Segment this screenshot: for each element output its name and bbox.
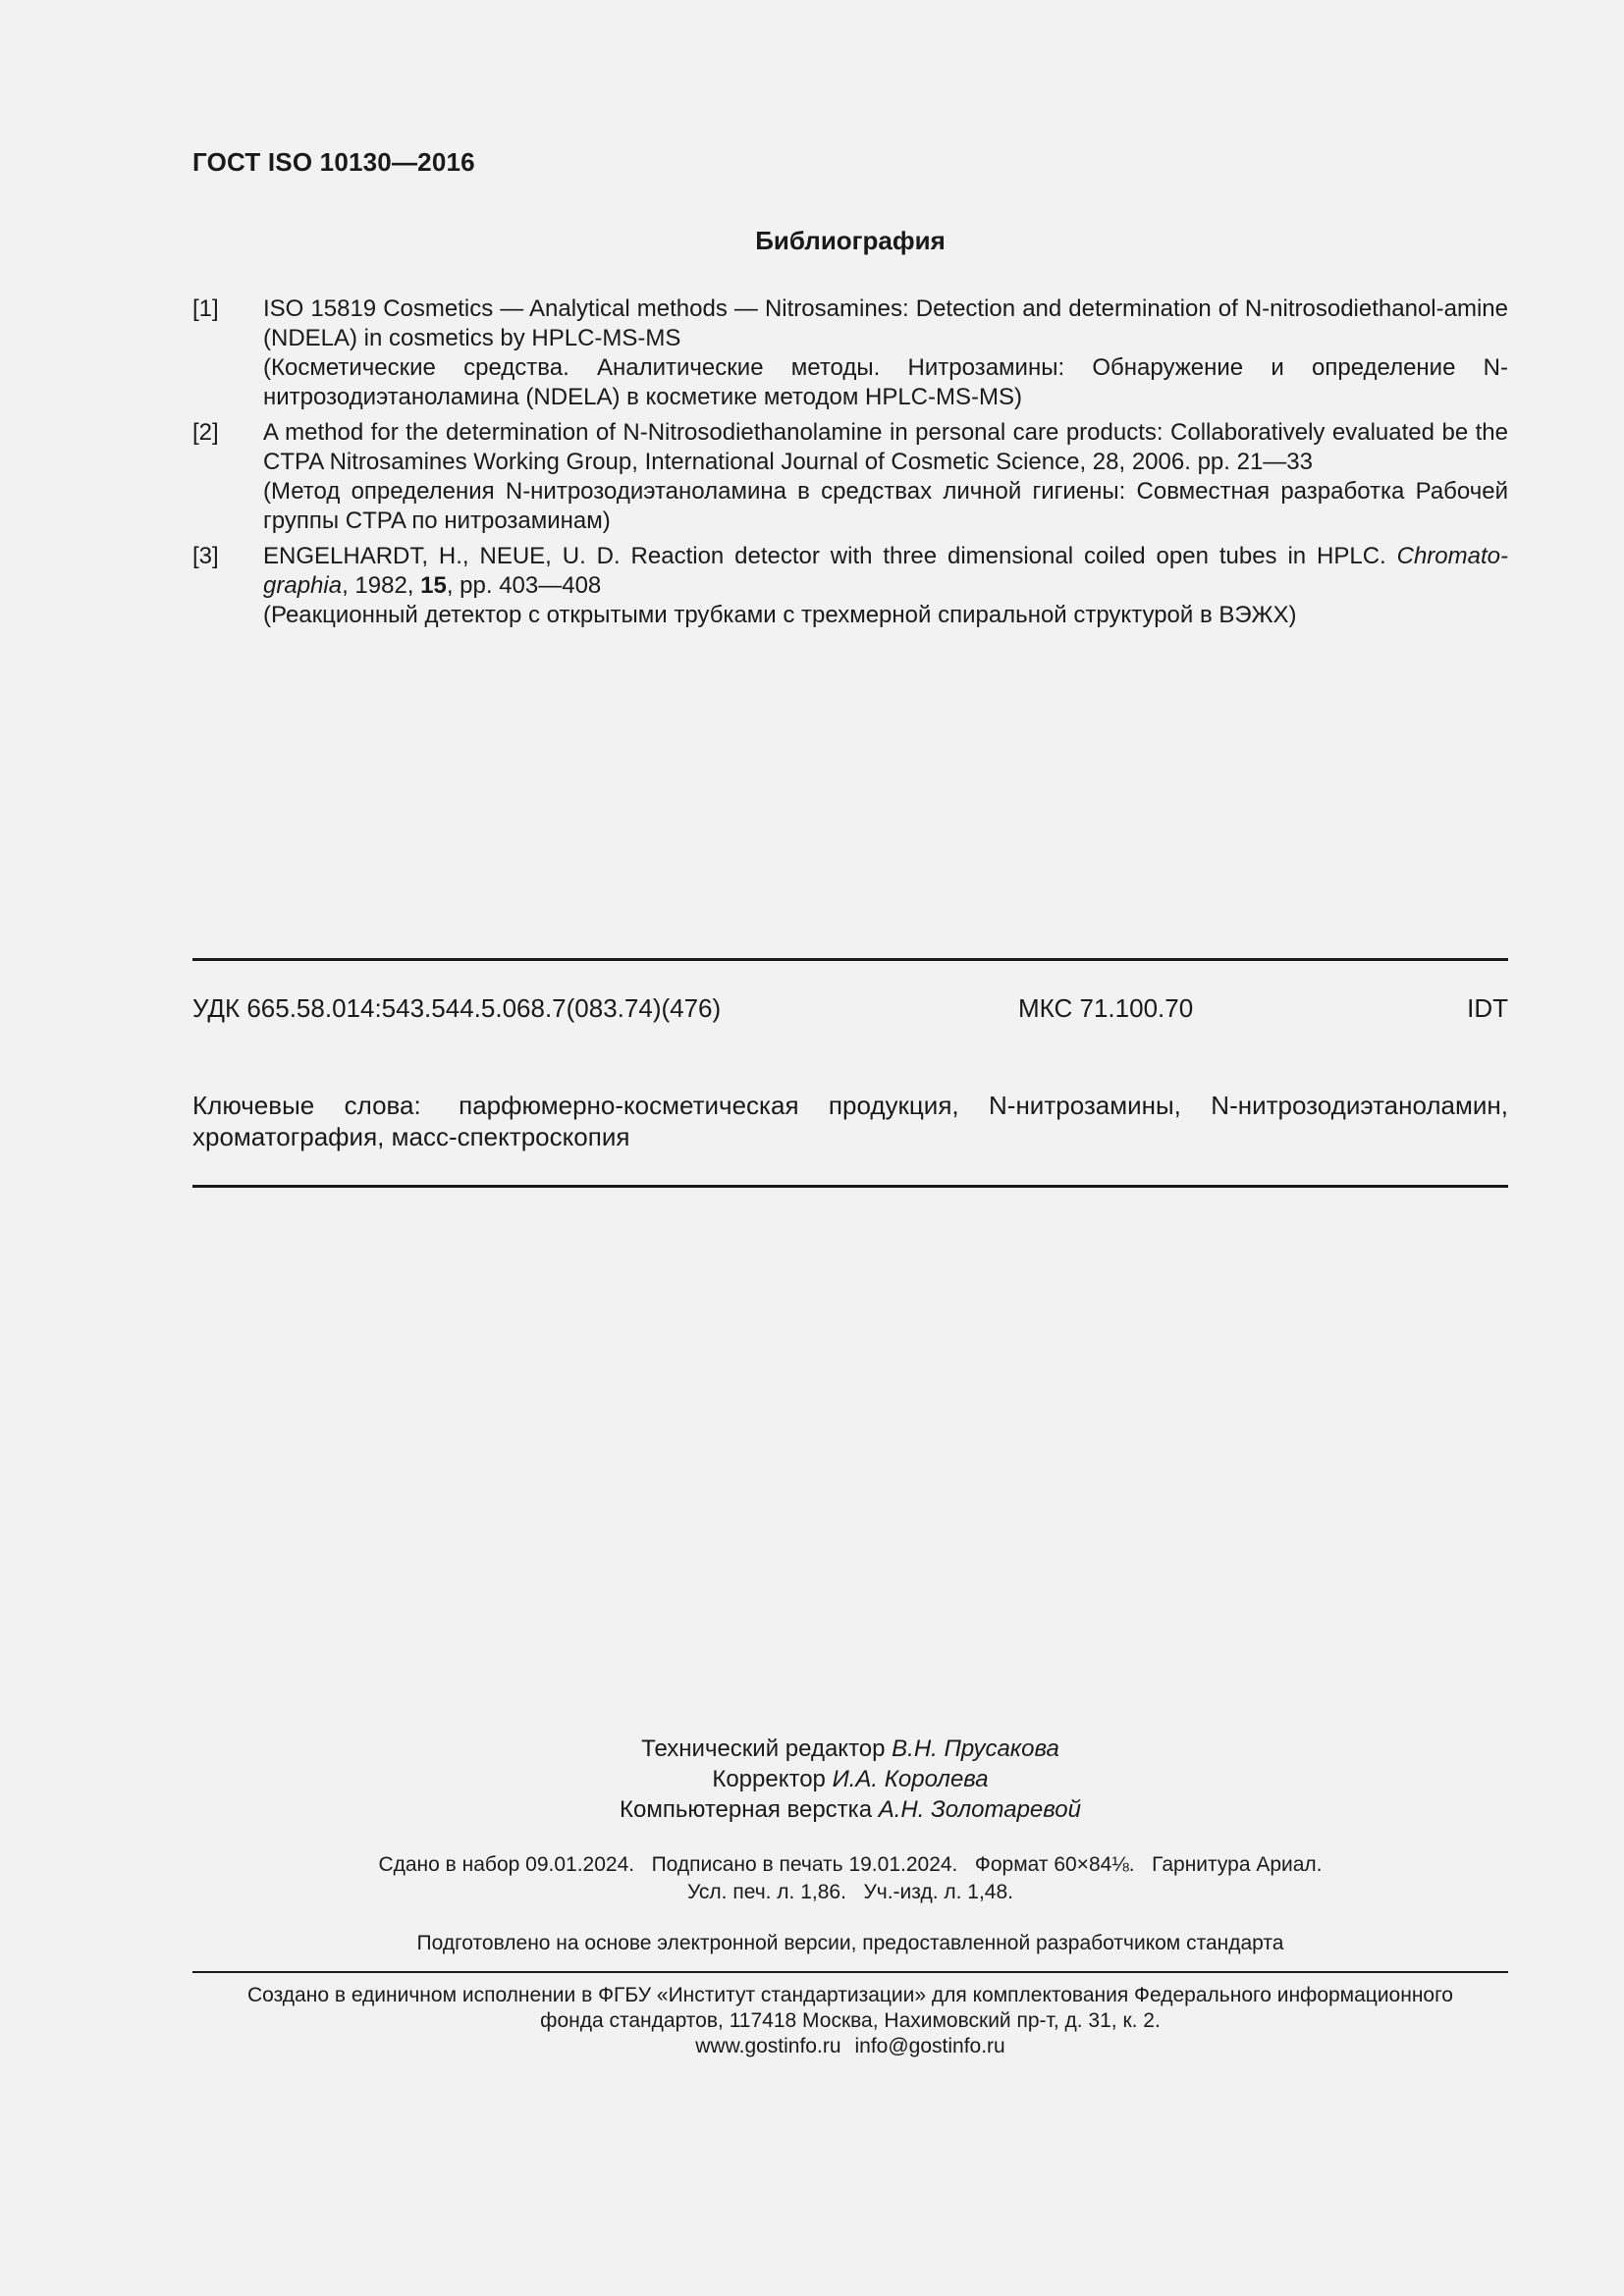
reference-translation: (Метод определения N-нитрозодиэтаноламина в средствах личной гигиены: Совместная разработка Рабочей группы CTPA по нитрозаминам) [263, 478, 1508, 534]
mks-code: МКС 71.100.70 [1018, 993, 1194, 1023]
website-link[interactable]: www.gostinfo.ru [695, 2035, 841, 2057]
divider-top [192, 958, 1508, 961]
credit-name: А.Н. Золотаревой [878, 1796, 1081, 1823]
email-link[interactable]: info@gostinfo.ru [854, 2035, 1005, 2057]
reference-item [192, 542, 1508, 630]
reference-list [192, 294, 1508, 636]
credit-name: В.Н. Прусакова [892, 1735, 1059, 1762]
classification-row [192, 993, 1508, 1027]
credit-label: Компьютерная верстка [620, 1796, 873, 1823]
reference-item [192, 294, 1508, 412]
reference-body [263, 542, 1508, 630]
publication-line: Сдано в набор 09.01.2024. Подписано в печать 19.01.2024. Формат 60×84⅛. Гарнитура Ариал. [378, 1853, 1323, 1876]
reference-body [263, 294, 1508, 412]
keywords-text: парфюмерно-косметическая продукция, N-нитрозамины, N-нитрозодиэтаноламин, хроматография, масс-спектроскопия [192, 1091, 1508, 1151]
created-line: Создано в единичном исполнении в ФГБУ «Институт стандартизации» для комплектования Федерального информационного [247, 1984, 1453, 2006]
reference-text: A method for the determination of N-Nitrosodiethanolamine in personal care products: Collaboratively evaluated be the CTPA Nitrosamines Working Group, International Journal of Cosmetic Science, 28, 2006. pp. 21—33 [263, 419, 1508, 475]
journal-name: Chromato-graphia [263, 543, 1508, 599]
reference-number: [1] [192, 295, 219, 322]
keywords-label: Ключевые слова: [192, 1091, 421, 1120]
credit-corrector [192, 1764, 1508, 1794]
idt-label: IDT [1467, 993, 1508, 1023]
reference-text: ISO 15819 Cosmetics — Analytical methods — Nitrosamines: Detection and determination of N-nitrosodiethanol-amine (NDELA) in cosmetics by HPLC-MS-MS [263, 295, 1508, 351]
credit-label: Технический редактор [641, 1735, 886, 1762]
reference-item [192, 418, 1508, 536]
credit-layout [192, 1794, 1508, 1825]
reference-text-part: , 1982, [342, 572, 421, 599]
reference-text [263, 542, 1508, 601]
reference-body [263, 418, 1508, 536]
divider-footer [192, 1971, 1508, 1973]
credit-name: И.А. Королева [832, 1766, 989, 1792]
credit-label: Корректор [712, 1766, 826, 1792]
udk-code: УДК 665.58.014:543.544.5.068.7(083.74)(476) [192, 993, 722, 1023]
reference-number: [3] [192, 543, 219, 569]
divider-bottom [192, 1185, 1508, 1188]
journal-volume: 15 [420, 572, 447, 599]
created-line: фонда стандартов, 117418 Москва, Нахимовский пр-т, д. 31, к. 2. [540, 2009, 1161, 2032]
reference-translation: (Косметические средства. Аналитические методы. Нитрозамины: Обнаружение и определение N-нитрозодиэтаноламина (NDELA) в косметике методом HPLC-MS-MS) [263, 354, 1508, 410]
bibliography-title: Библиография [755, 226, 946, 255]
reference-number: [2] [192, 419, 219, 446]
reference-text-part: ENGELHARDT, H., NEUE, U. D. Reaction detector with three dimensional coiled open tubes in HPLC. [263, 543, 1397, 569]
prepared-note: Подготовлено на основе электронной версии, предоставленной разработчиком стандарта [416, 1932, 1284, 1954]
publication-info [192, 1851, 1508, 1906]
reference-translation: (Реакционный детектор с открытыми трубками с трехмерной спиральной структурой в ВЭЖХ) [263, 602, 1297, 628]
contact-line [192, 2034, 1508, 2059]
created-note [192, 1983, 1508, 2059]
keywords [192, 1090, 1508, 1152]
reference-text-part: , pp. 403—408 [446, 572, 602, 599]
publication-line: Усл. печ. л. 1,86. Уч.-изд. л. 1,48. [686, 1881, 1013, 1903]
editorial-credits [192, 1734, 1508, 1825]
credit-tech-editor [192, 1734, 1508, 1764]
document-code: ГОСТ ISO 10130—2016 [192, 147, 475, 177]
